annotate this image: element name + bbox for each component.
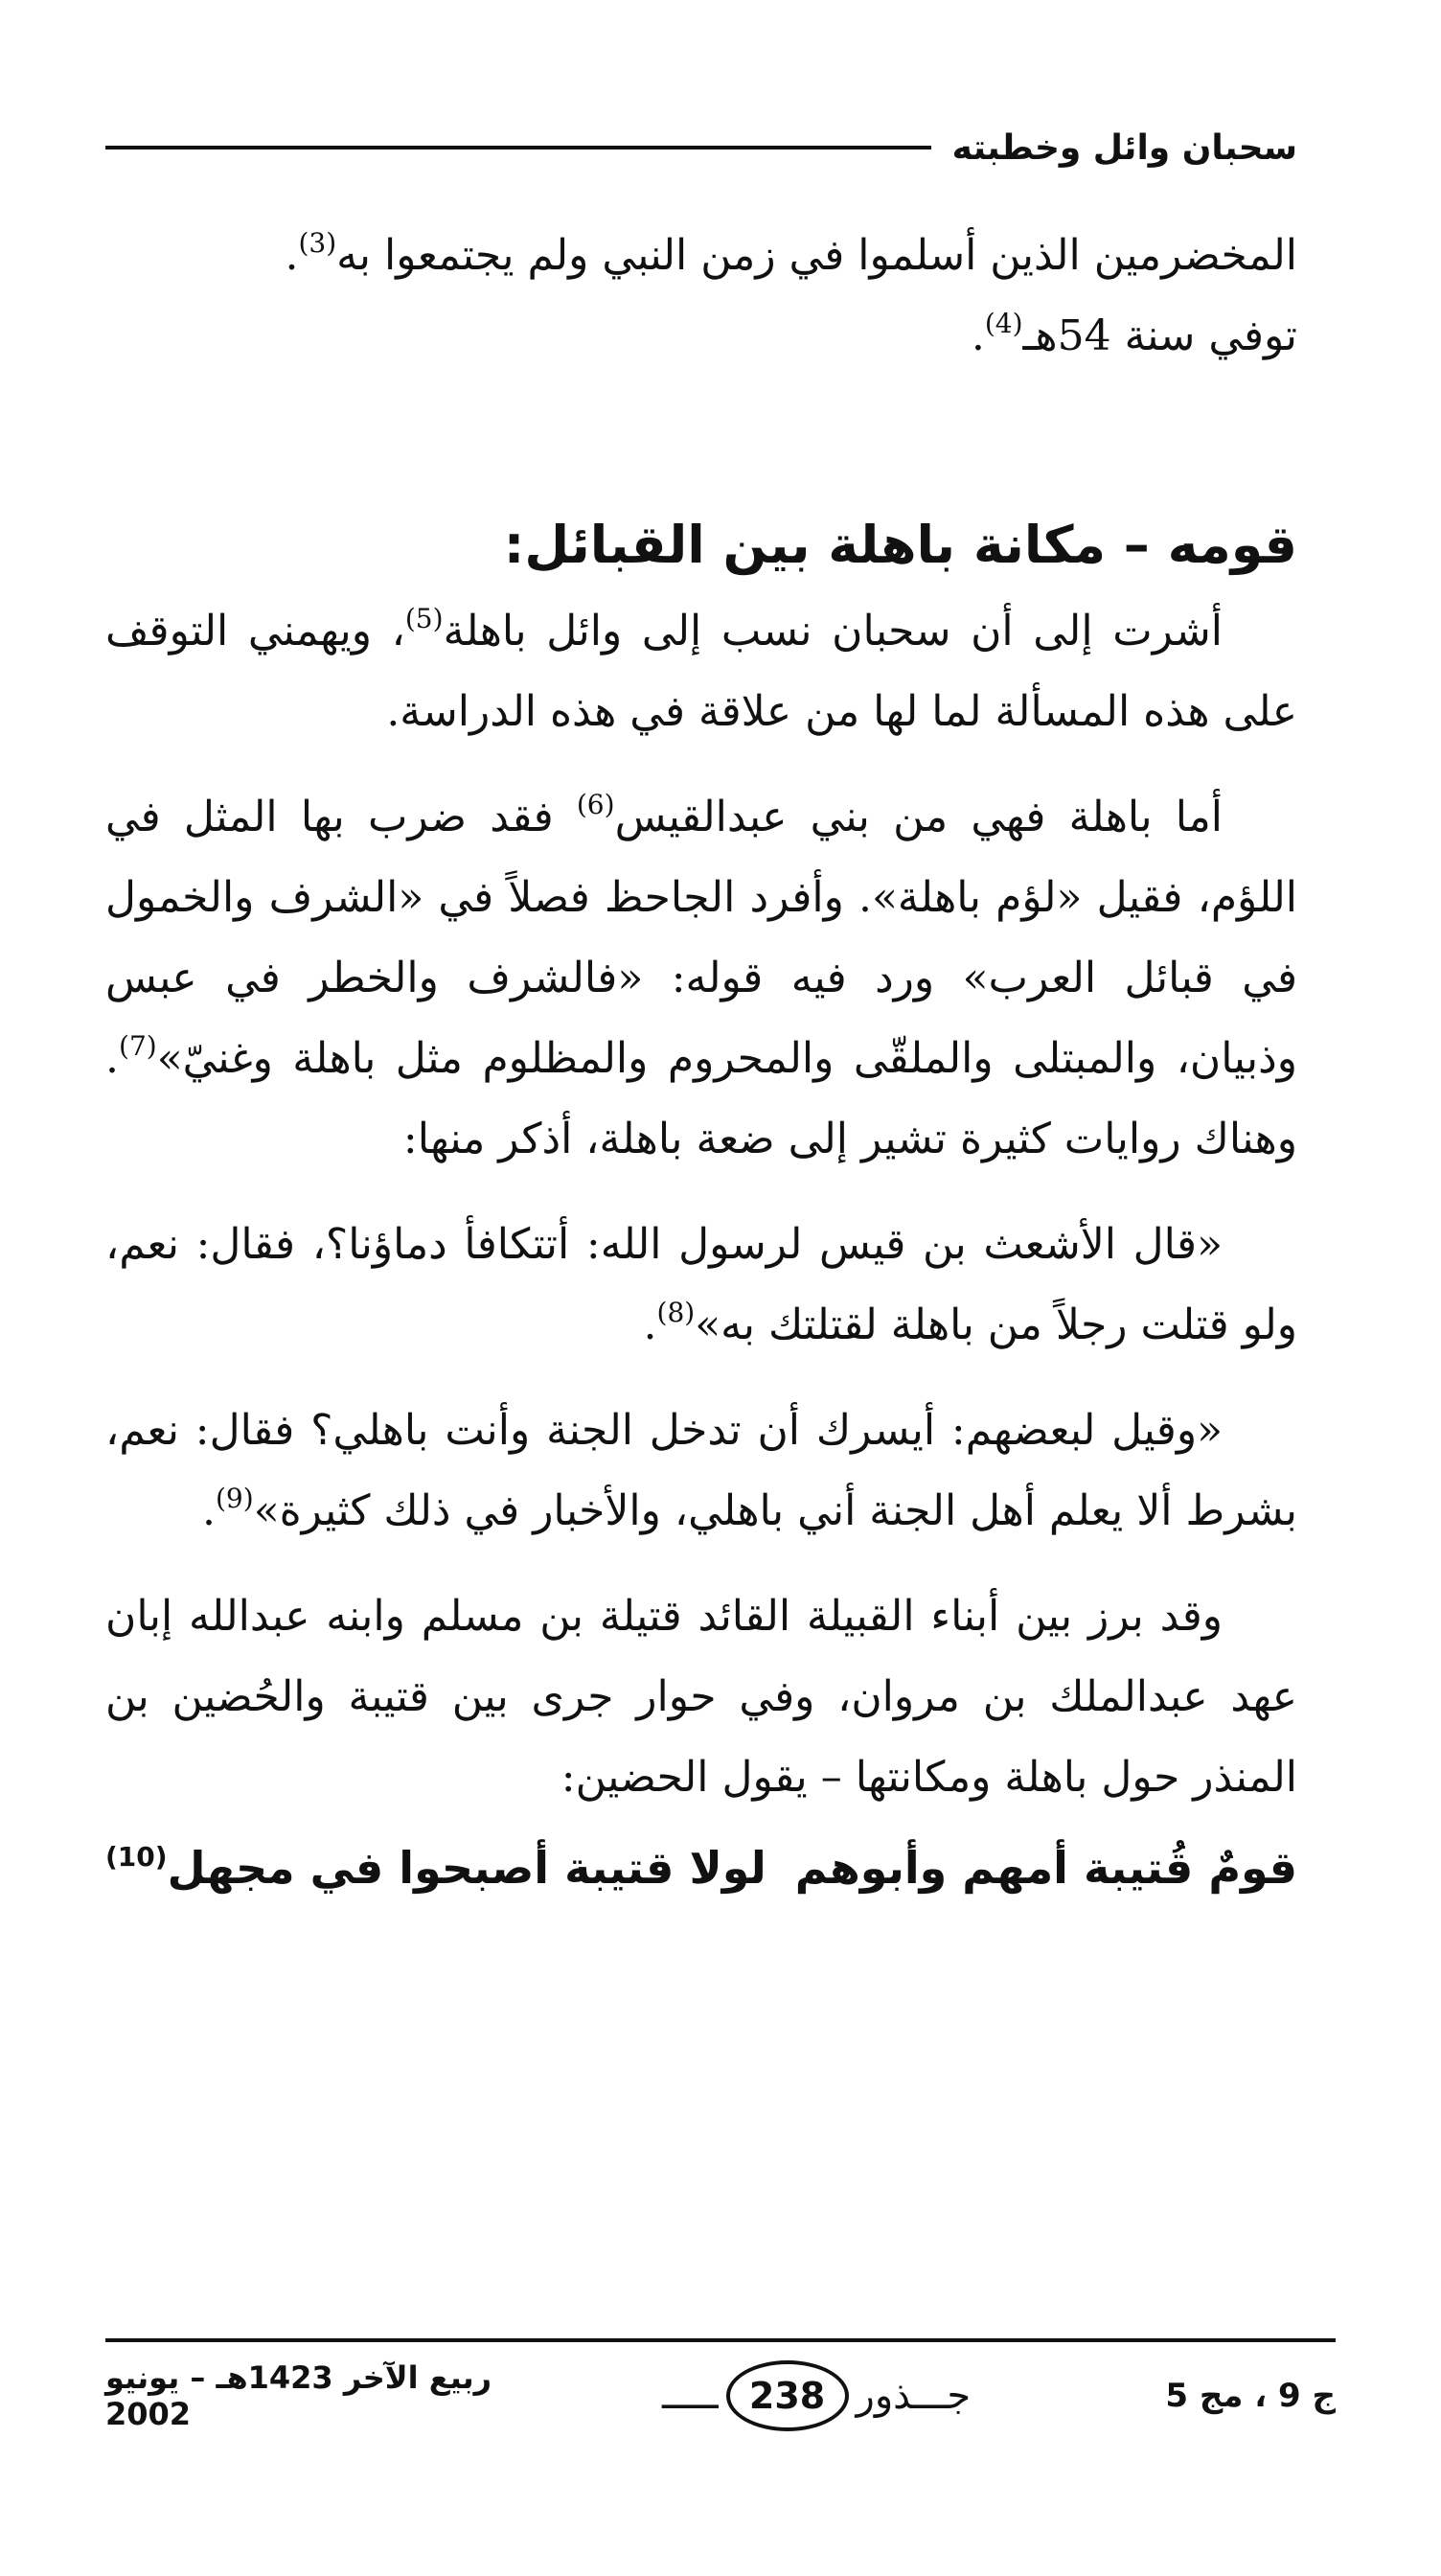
- paragraph-5-text: «قال الأشعث بن قيس لرسول الله: أتتكافأ دماؤنا؟، فقال: نعم، ولو قتلت رجلاً من باهلة لقتلتك به»: [105, 1220, 1297, 1349]
- verse-hemistich-left: [105, 1824, 766, 1912]
- paragraph-3-text-b: ، ويهمني التوقف على هذه المسألة لما لها من علاقة في هذه الدراسة.: [105, 607, 1297, 736]
- paragraph-1-text: المخضرمين الذين أسلموا في زمن النبي ولم يجتمعوا به: [336, 231, 1297, 280]
- footnote-ref-6: (6): [576, 789, 615, 820]
- body-text: [105, 216, 1297, 1912]
- paragraph-3-text-a: أشرت إلى أن سحبان نسب إلى وائل باهلة: [443, 607, 1223, 656]
- header-rule: [105, 146, 931, 150]
- journal-name: جـــذور: [856, 2374, 972, 2418]
- paragraph-5: «قال الأشعث بن قيس لرسول الله: أتتكافأ دماؤنا؟، فقال: نعم، ولو قتلت رجلاً من باهلة لقتلتك به»$^{(8)}$.: [105, 1220, 1297, 1349]
- paragraph-4-text-b: فقد ضرب بها المثل في اللؤم، فقيل «لؤم باهلة». وأفرد الجاحظ فصلاً في «الشرف والخمول في قبائل العرب» ورد فيه قوله: «فالشرف والخطر في عبس وذبيان، والمبتلى والملقّى والمحروم والمظلوم مثل باهلة وغنيّ»: [105, 793, 1297, 1083]
- paragraph-1: المخضرمين الذين أسلموا في زمن النبي ولم يجتمعوا به$^{(3)}$.: [285, 227, 1297, 280]
- paragraph-7: [105, 1576, 1297, 1818]
- issue-date: ربيع الآخر 1423هـ – يونيو 2002: [105, 2359, 492, 2432]
- paragraph-3: [105, 591, 1297, 752]
- footnote-ref-10: (10): [105, 1841, 168, 1873]
- footnote-ref-4: (4): [984, 308, 1023, 339]
- running-title: سحبان وائل وخطبته: [951, 127, 1297, 168]
- running-header: [105, 125, 1297, 171]
- paragraph-2: توفي سنة 54هـ$^{(4)}$.: [971, 308, 1297, 360]
- verse-hemistich-right: قومٌ قُتيبة أمهم وأبوهم: [794, 1842, 1297, 1894]
- paragraph-7-text: وقد برز بين أبناء القبيلة القائد قتيلة بن مسلم وابنه عبدالله إبان عهد عبدالملك بن مروان، وفي حوار جرى بين قتيبة والحُضين بن المنذر حول باهلة ومكانتها – يقول الحضين:: [105, 1592, 1297, 1802]
- paragraph-6-text: «وقيل لبعضهم: أيسرك أن تدخل الجنة وأنت باهلي؟ فقال: نعم، بشرط ألا يعلم أهل الجنة أني باهلي، والأخبار في ذلك كثيرة»: [105, 1406, 1297, 1535]
- footer-center: [517, 2360, 1115, 2431]
- paragraph-4: [105, 777, 1297, 1180]
- paragraph-6: «وقيل لبعضهم: أيسرك أن تدخل الجنة وأنت باهلي؟ فقال: نعم، بشرط ألا يعلم أهل الجنة أني باهلي، والأخبار في ذلك كثيرة»$^{(9)}$.: [105, 1406, 1297, 1535]
- footnote-ref-7: (7): [119, 1030, 157, 1062]
- paragraph-4-text-a: أما باهلة فهي من بني عبدالقيس: [614, 793, 1224, 841]
- footnote-ref-5: (5): [404, 603, 444, 634]
- paragraph-4-text-c: . وهناك روايات كثيرة تشير إلى ضعة باهلة، أذكر منها:: [105, 1034, 1297, 1163]
- poem-verse: [105, 1824, 1297, 1912]
- issue-volume: ج 9 ، مج 5: [1165, 2377, 1336, 2415]
- page-footer: [105, 2353, 1336, 2439]
- footer-rule: [105, 2338, 1336, 2342]
- journal-dash: ـــــ: [661, 2374, 719, 2418]
- verse-hemistich-left-text: لولا قتيبة أصبحوا في مجهل: [167, 1842, 766, 1894]
- footnote-ref-8: (8): [656, 1297, 696, 1328]
- page-number: 238: [726, 2360, 849, 2431]
- footnote-ref-3: (3): [298, 227, 337, 259]
- paragraph-2-text: توفي سنة 54هـ: [1022, 311, 1297, 360]
- footnote-ref-9: (9): [215, 1483, 254, 1514]
- section-heading: قومه – مكانة باهلة بين القبائل:: [503, 515, 1297, 575]
